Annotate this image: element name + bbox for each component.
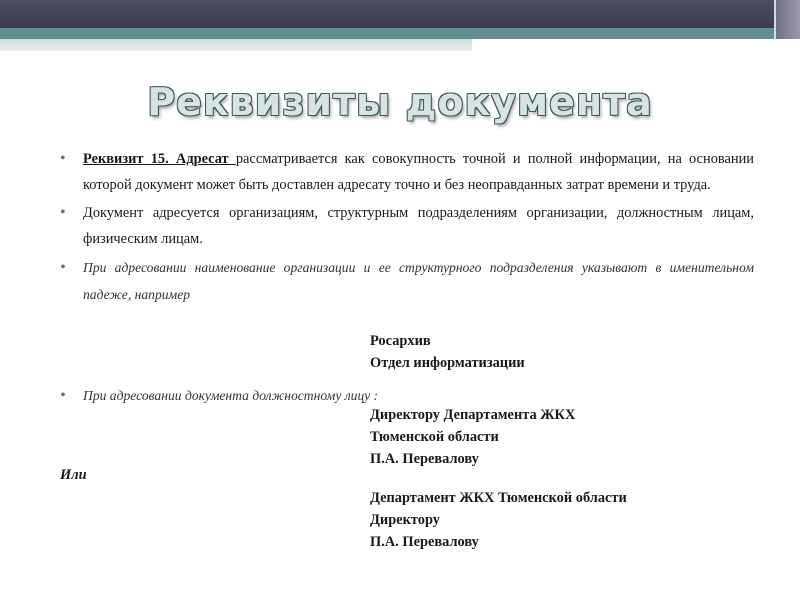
example-line: Директору Департамента ЖКХ — [370, 407, 576, 423]
example-department — [370, 487, 627, 553]
bullet-dot-icon: • — [60, 387, 66, 404]
slide-title: Реквизиты документа — [147, 80, 653, 124]
bullet-dot-icon: • — [60, 150, 66, 167]
bullet-item-organization-case — [60, 254, 754, 308]
corner-divider — [774, 0, 776, 39]
bullet-item-addressee — [60, 146, 754, 198]
bullet-text: При адресовании наименование организации и ее структурного подразделения указывают в именительном падеже, например — [83, 260, 754, 302]
header-accent-stripe — [0, 28, 800, 39]
or-label: Или — [60, 467, 87, 483]
example-line: П.А. Перевалову — [370, 451, 479, 467]
bullet-dot-icon: • — [60, 204, 66, 221]
bullet-text: рассматривается как совокупность точной и полной информации, на основании которой документ может быть доставлен адресату точно и без неоправданных затрат времени и труда. — [83, 151, 754, 193]
example-official — [370, 404, 575, 470]
example-line: Директору — [370, 512, 440, 528]
example-line: П.А. Перевалову — [370, 534, 479, 550]
requisite-label: Реквизит 15. Адресат — [83, 151, 236, 167]
bullet-dot-icon: • — [60, 259, 66, 276]
bullet-item-recipients — [60, 200, 754, 252]
example-organization — [370, 330, 525, 374]
example-line: Тюменской области — [370, 429, 499, 445]
example-line: Отдел информатизации — [370, 355, 525, 371]
example-line: Росархив — [370, 333, 431, 349]
corner-decoration — [774, 0, 800, 39]
bullet-text: При адресовании документа должностному лицу : — [83, 388, 379, 403]
bullet-list — [60, 146, 754, 310]
header-bar — [0, 0, 800, 28]
bullet-text: Документ адресуется организациям, структурным подразделениям организации, должностным лицам, физическим лицам. — [83, 205, 754, 247]
example-line: Департамент ЖКХ Тюменской области — [370, 490, 627, 506]
header-light-stripe — [0, 39, 472, 51]
